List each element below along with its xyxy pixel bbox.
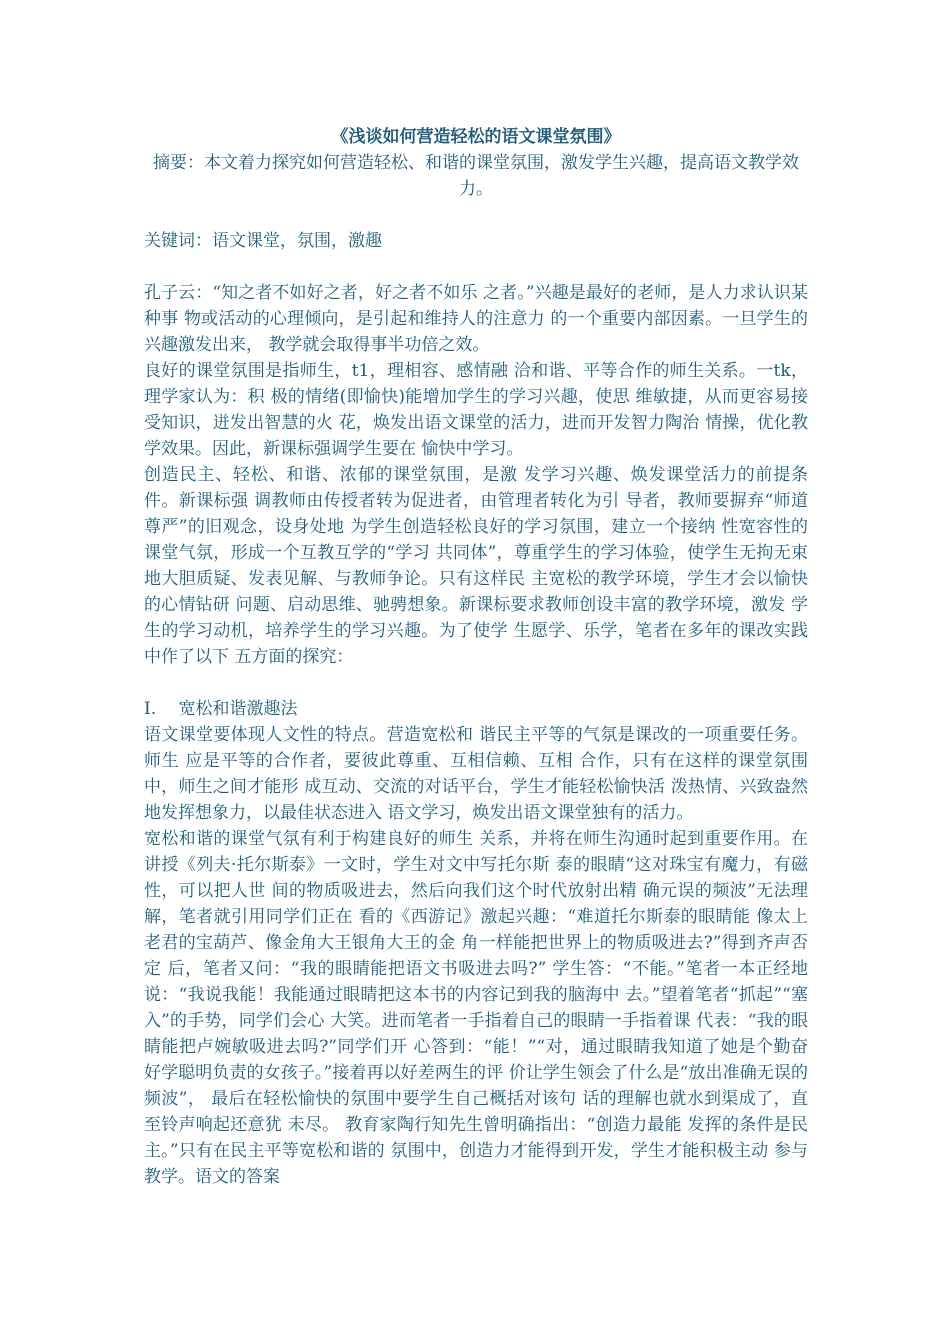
- section-paragraph: 宽松和谐的课堂气氛有利于构建良好的师生 关系，并将在师生沟通时起到重要作用。在讲授《列夫·托尔斯泰》一文时，学生对文中写托尔斯 泰的眼睛“这对珠宝有魔力，有磁性，可以把人世 间的物质吸进去，然后向我们这个时代放射出精 确元误的频波”无法理解，笔者就引用同学们正在 看的《西游记》激起兴趣：“难道托尔斯泰的眼睛能 像太上老君的宝葫芦、像金角大王银角大王的金 角一样能把世界上的物质吸进去?”得到齐声否定 后，笔者又问：“我的眼睛能把语文书吸进去吗?” 学生答：“不能。”笔者一本正经地说：“我说我能！我能通过眼睛把这本书的内容记到我的脑海中 去。”望着笔者“抓起”“塞入”的手势，同学们会心 大笑。进而笔者一手指着自己的眼睛一手指着课 代表：“我的眼睛能把卢婉敏吸进去吗?”同学们开 心答到：“能！”“对，通过眼睛我知道了她是个勤奋 好学聪明负责的女孩子。”接着再以好差两生的评 价让学生领会了什么是“放出准确无误的频波”， 最后在轻松愉快的氛围中要学生自己概括对该句 话的理解也就水到渠成了，直至铃声响起还意犹 未尽。 教育家陶行知先生曾明确指出：“创造力最能 发挥的条件是民主。”只有在民主平等宽松和谐的 氛围中，创造力才能得到开发，学生才能积极主动 参与教学。语文的答案: [144, 829, 808, 1187]
- body-paragraph: 创造民主、轻松、和谐、浓郁的课堂氛围，是激 发学习兴趣、焕发课堂活力的前提条件。新课标强 调教师由传授者转为促进者，由管理者转化为引 导者，教师要摒弃“师道尊严”的旧观念，设身处地 为学生创造轻松良好的学习氛围，建立一个接纳 性宽容性的课堂气氛，形成一个互教互学的“学习 共同体”，尊重学生的学习体验，使学生无拘无束 地大胆质疑、发表见解、与教师争论。只有这样民 主宽松的教学环境，学生才会以愉快的心情钻研 问题、启动思维、驰骋想象。新课标要求教师创设丰富的教学环境，激发 学生的学习动机，培养学生的学习兴趣。为了使学 生愿学、乐学，笔者在多年的课改实践中作了以下 五方面的探究：: [144, 465, 808, 667]
- body-paragraph: 孔子云：“知之者不如好之者，好之者不如乐 之者。”兴趣是最好的老师，是人力求认识某种事 物或活动的心理倾向，是引起和维持人的注意力 的一个重要内部因素。一旦学生的兴趣激发出来， 教学就会取得事半功倍之效。: [144, 283, 808, 355]
- section-paragraph: 语文课堂要体现人文性的特点。营造宽松和 谐民主平等的气氛是课改的一项重要任务。师生 应是平等的合作者，要彼此尊重、互相信赖、互相 合作，只有在这样的课堂氛围中，师生之间才能形 成互动、交流的对话平台，学生才能轻松愉快活 泼热情、兴致盎然地发挥想象力，以最佳状态进入 语文学习，焕发出语文课堂独有的活力。: [144, 725, 808, 823]
- section-heading: I. 宽松和谐激趣法: [144, 699, 298, 719]
- spacer: [144, 670, 808, 696]
- document-abstract: 摘要：本文着力探究如何营造轻松、和谐的课堂氛围，激发学生兴趣，提高语文教学效 力。: [153, 153, 799, 199]
- spacer: [144, 254, 808, 280]
- document-keywords: 关键词：语文课堂，氛围，激趣: [144, 231, 382, 251]
- spacer: [144, 202, 808, 228]
- document-page: [144, 124, 808, 1190]
- body-paragraph: 良好的课堂氛围是指师生，t1，理相容、感情融 洽和谐、平等合作的师生关系。一tk，理学家认为：积 极的情绪(即愉快)能增加学生的学习兴趣，使思 维敏捷，从而更容易接受知识，迸发出智慧的火 花，焕发出语文课堂的活力，进而开发智力陶治 情操，优化教学效果。因此，新课标强调学生要在 愉快中学习。: [144, 361, 808, 459]
- document-title: 《浅谈如何营造轻松的语文课堂氛围》: [331, 127, 621, 147]
